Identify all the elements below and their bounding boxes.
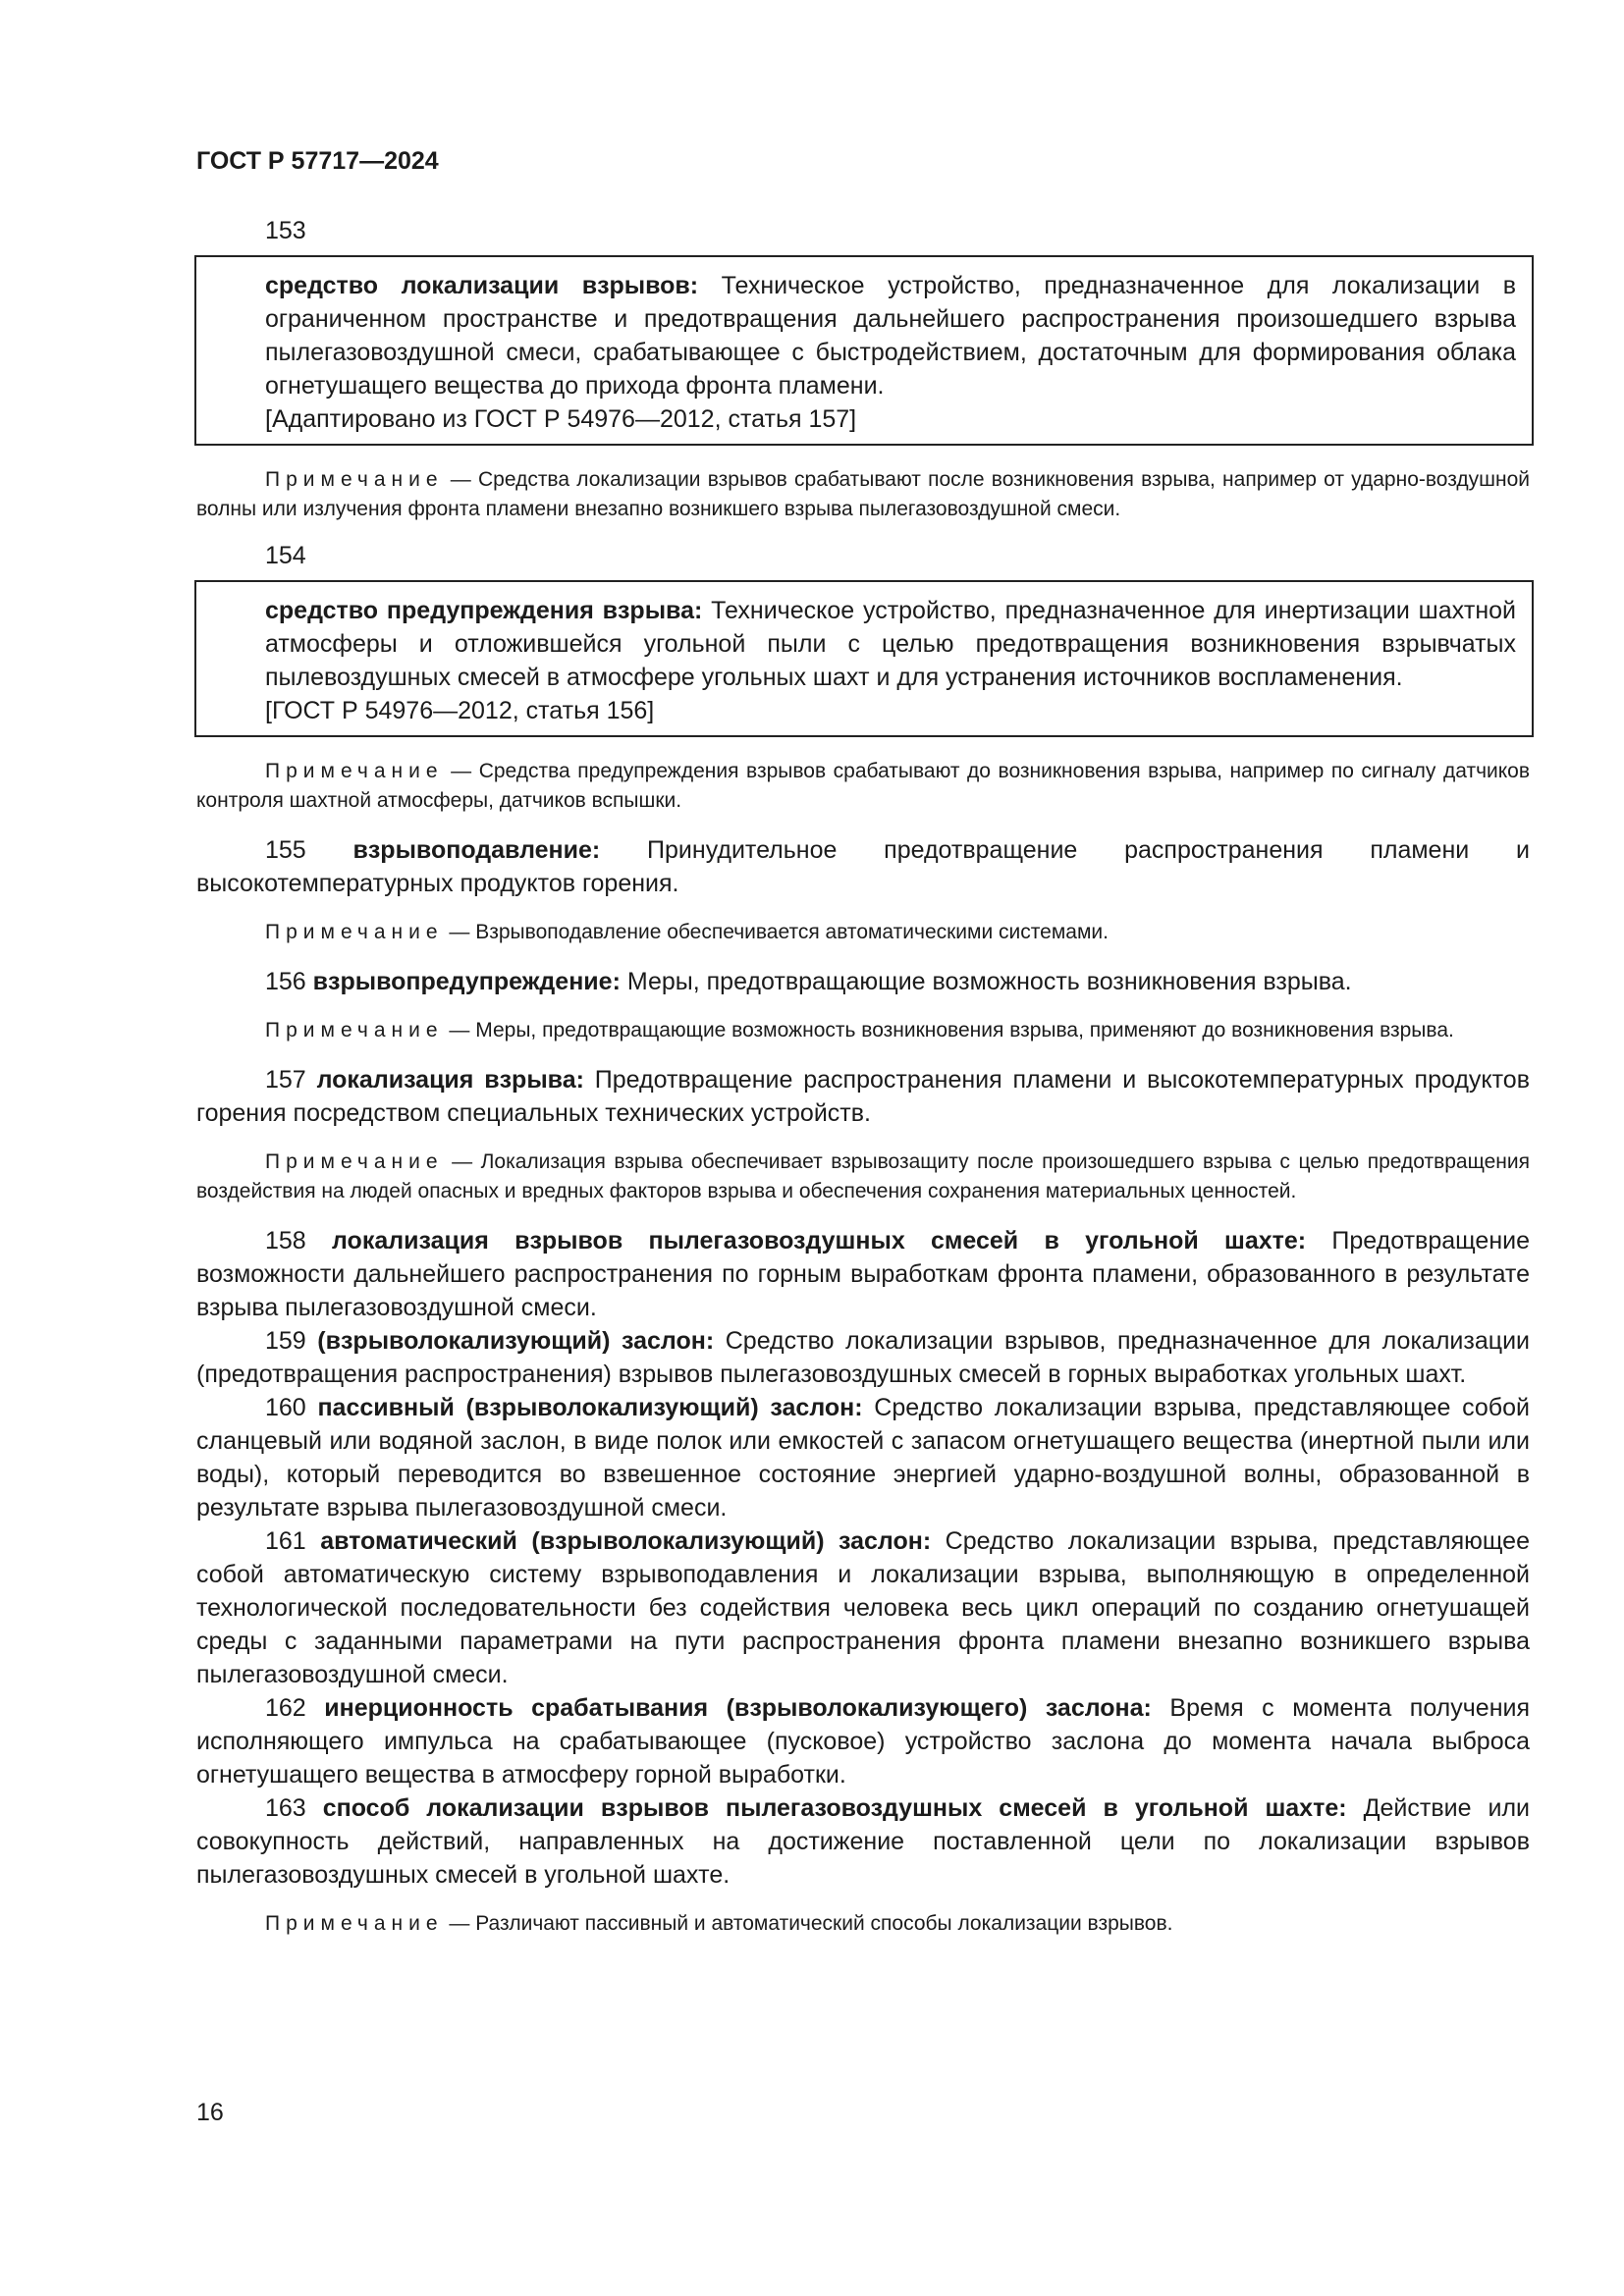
article xyxy=(196,1224,1530,1324)
note xyxy=(196,465,1530,524)
note-dash: — xyxy=(443,1150,481,1173)
term-name: способ локализации взрывов пылегазовоздушных смесей в угольной шахте: xyxy=(322,1794,1347,1822)
article-number: 154 xyxy=(265,542,306,569)
note-text: Различают пассивный и автоматический способы локализации взрывов. xyxy=(475,1912,1173,1935)
term-name: взрывопредупреждение: xyxy=(312,968,621,995)
definition-text: Средство локализации взрыва, представляющее собой автоматическую систему взрывоподавления и локализации взрыва, выполняющую в определенной технологической последовательности без содействия человека весь цикл операций по созданию огнетушащей среды с заданными параметрами на пути распространения фронта пламени внезапно возникшего взрыва пылегазовоздушной смеси. xyxy=(196,1527,1530,1688)
note-label: Примечание xyxy=(265,1912,444,1935)
article xyxy=(196,1691,1530,1791)
definition-text: Техническое устройство, предназначенное для локализации в ограниченном пространстве и предотвращения дальнейшего распространения произошедшего взрыва пылегазовоздушной смеси, срабатывающее с быстродействием, достаточным для формирования облака огнетушащего вещества до прихода фронта пламени. xyxy=(265,272,1516,400)
definition-text: Средство локализации взрыва, представляющее собой сланцевый или водяной заслон, в виде полок или емкостей с запасом огнетушащего вещества (инертной пыли или воды), который переводится во взвешенное состояние энергией ударно-воздушной волны, образованной в результате взрыва пылегазовоздушной смеси. xyxy=(196,1394,1530,1522)
term-name: средство предупреждения взрыва: xyxy=(265,597,703,624)
term-source: [Адаптировано из ГОСТ Р 54976—2012, статья 157] xyxy=(265,405,857,433)
note-text: Средства предупреждения взрывов срабатывают до возникновения взрыва, например по сигналу датчиков контроля шахтной атмосферы, датчиков вспышки. xyxy=(196,760,1531,812)
article xyxy=(196,833,1530,900)
note xyxy=(196,1016,1530,1045)
note xyxy=(196,1909,1530,1939)
article-number: 160 xyxy=(265,1394,306,1421)
note xyxy=(196,918,1530,947)
document-header: ГОСТ Р 57717—2024 xyxy=(196,147,439,175)
term-name: взрывоподавление: xyxy=(352,836,601,864)
definition-text: Предотвращение возможности дальнейшего распространения по горным выработкам фронта пламени, образованного в результате взрыва пылегазовоздушной смеси. xyxy=(196,1227,1530,1321)
article xyxy=(196,1391,1530,1524)
article-number: 157 xyxy=(265,1066,306,1094)
definition-text: Принудительное предотвращение распространения пламени и высокотемпературных продуктов горения. xyxy=(196,836,1530,897)
note-text: Средства локализации взрывов срабатывают после возникновения взрыва, например от ударно-воздушной волны или излучения фронта пламени внезапно возникшего взрыва пылегазовоздушной смеси. xyxy=(196,468,1530,520)
definition-text: Время с момента получения исполняющего импульса на срабатывающее (пусковое) устройство заслона до момента начала выброса огнетушащего вещества в атмосферу горной выработки. xyxy=(196,1694,1530,1789)
article-number: 155 xyxy=(265,836,306,864)
note-label: Примечание xyxy=(265,1019,444,1041)
article-number: 162 xyxy=(265,1694,306,1722)
note-dash: — xyxy=(443,1019,476,1041)
article xyxy=(196,1791,1530,1892)
definition-text: Меры, предотвращающие возможность возникновения взрыва. xyxy=(620,968,1352,995)
term-name: пассивный (взрыволокализующий) заслон: xyxy=(317,1394,863,1421)
note xyxy=(196,1148,1530,1206)
definition-text: Действие или совокупность действий, направленных на достижение поставленной цели по локализации взрывов пылегазовоздушных смесей в угольной шахте. xyxy=(196,1794,1530,1889)
article-number: 156 xyxy=(265,968,306,995)
term-name: (взрыволокализующий) заслон: xyxy=(317,1327,715,1355)
term-name: локализация взрыва: xyxy=(316,1066,584,1094)
article-number: 153 xyxy=(265,217,306,244)
note-label: Примечание xyxy=(265,921,444,943)
article xyxy=(196,1063,1530,1130)
term-box xyxy=(194,580,1534,737)
note-dash: — xyxy=(443,921,476,943)
article-number: 158 xyxy=(265,1227,306,1255)
article xyxy=(196,1324,1530,1391)
note-label: Примечание xyxy=(265,760,444,782)
note-text: Локализация взрыва обеспечивает взрывозащиту после произошедшего взрыва с целью предотвращения воздействия на людей опасных и вредных факторов взрыва и обеспечения сохранения материальных ценностей. xyxy=(196,1150,1530,1202)
note-text: Меры, предотвращающие возможность возникновения взрыва, применяют до возникновения взрыва. xyxy=(475,1019,1454,1041)
term-name: инерционность срабатывания (взрыволокализующего) заслона: xyxy=(324,1694,1152,1722)
term-name: средство локализации взрывов: xyxy=(265,272,699,299)
note-dash: — xyxy=(443,468,478,491)
note-text: Взрывоподавление обеспечивается автоматическими системами. xyxy=(475,921,1109,943)
page-number: 16 xyxy=(196,2099,224,2126)
article-number: 161 xyxy=(265,1527,306,1555)
article-number: 163 xyxy=(265,1794,306,1822)
term-source: [ГОСТ Р 54976—2012, статья 156] xyxy=(265,697,655,724)
term-name: автоматический (взрыволокализующий) заслон: xyxy=(320,1527,932,1555)
article xyxy=(196,1524,1530,1691)
document-page xyxy=(196,147,1530,1956)
definition-text: Предотвращение распространения пламени и высокотемпературных продуктов горения посредством специальных технических устройств. xyxy=(196,1066,1530,1127)
term-name: локализация взрывов пылегазовоздушных смесей в угольной шахте: xyxy=(332,1227,1307,1255)
article-number: 159 xyxy=(265,1327,306,1355)
article xyxy=(196,965,1530,998)
definition-text: Техническое устройство, предназначенное для инертизации шахтной атмосферы и отложившейся угольной пыли с целью предотвращения возникновения взрывчатых пылевоздушных смесей в атмосфере угольных шахт и для устранения источников воспламенения. xyxy=(265,597,1516,691)
term-definition xyxy=(265,594,1516,694)
note xyxy=(196,757,1530,816)
note-dash: — xyxy=(443,760,479,782)
note-label: Примечание xyxy=(265,1150,444,1173)
definition-text: Средство локализации взрывов, предназначенное для локализации (предотвращения распространения) взрывов пылегазовоздушных смесей в горных выработках угольных шахт. xyxy=(196,1327,1530,1388)
term-box xyxy=(194,255,1534,446)
note-dash: — xyxy=(443,1912,476,1935)
term-definition xyxy=(265,269,1516,402)
note-label: Примечание xyxy=(265,468,444,491)
